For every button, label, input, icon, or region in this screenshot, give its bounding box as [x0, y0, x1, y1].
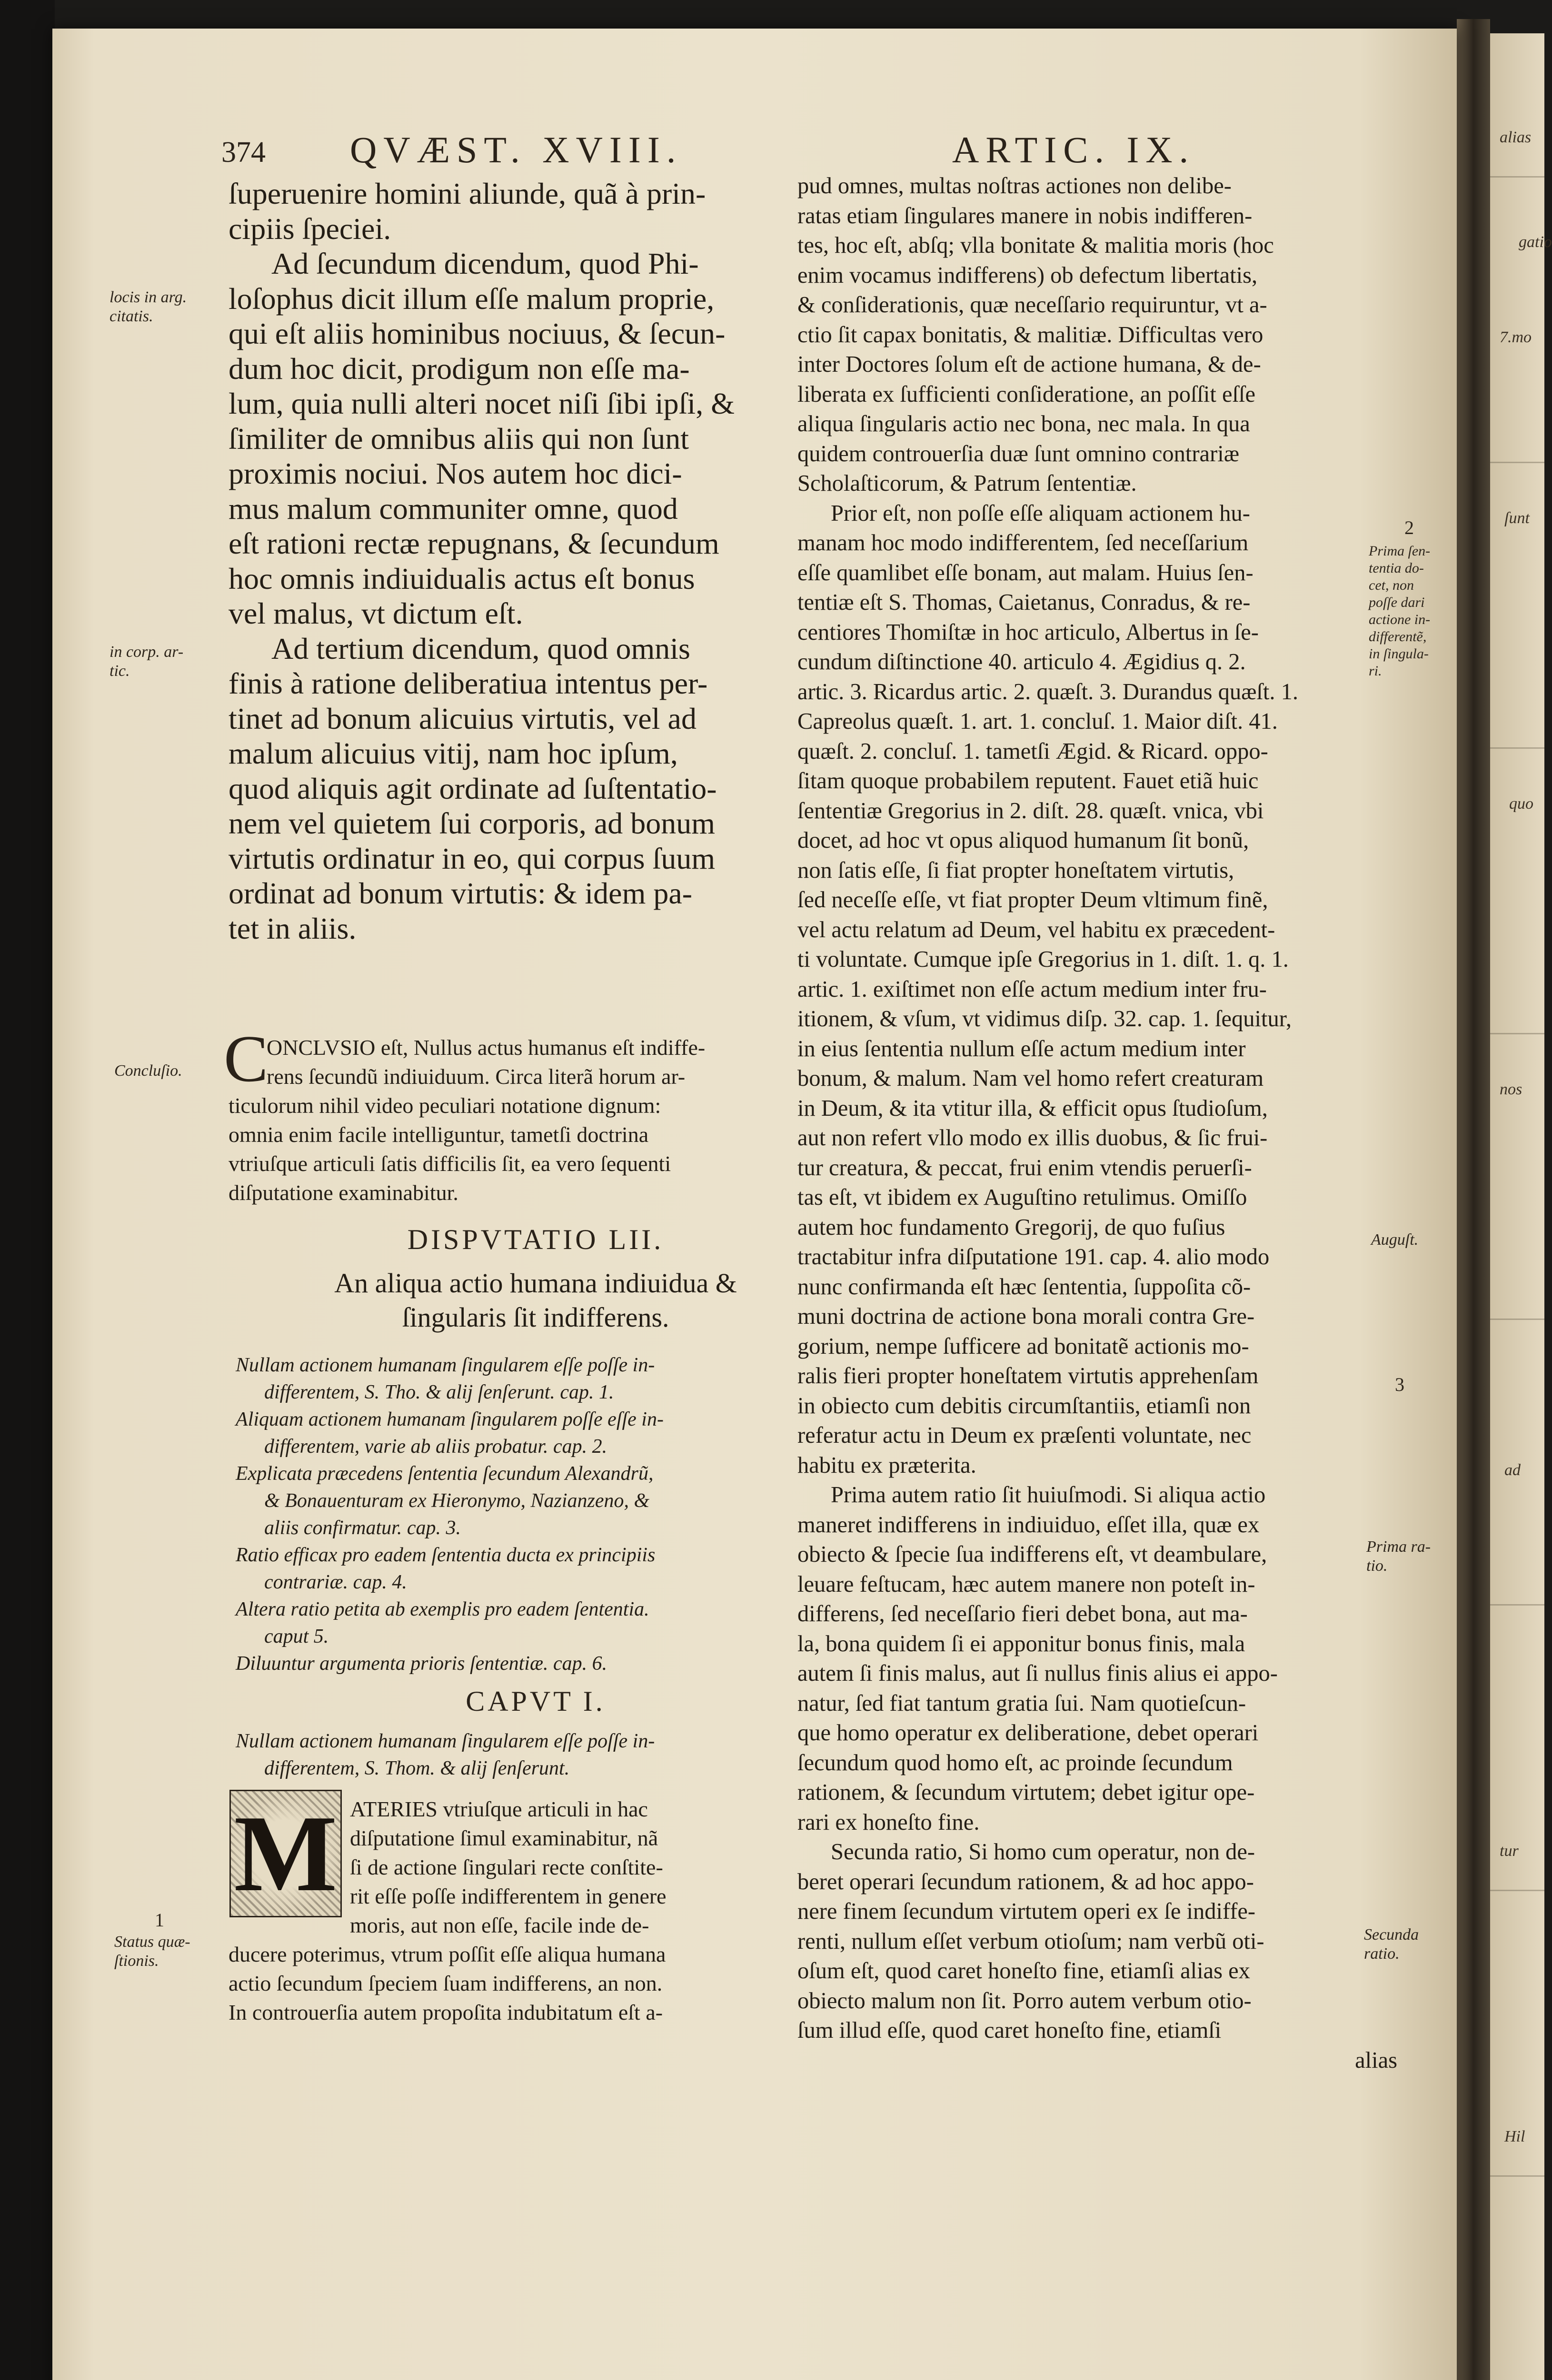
dropcap-paragraph-cont	[229, 1911, 843, 2027]
caput-subtitle	[236, 1728, 845, 1782]
text-line: moris, aut non eſſe, facile inde de-	[350, 1913, 649, 1937]
left-column	[229, 176, 843, 946]
text-line: rari ex honeſto fine.	[797, 1809, 980, 1835]
contents-line: contrariæ. cap. 4.	[264, 1571, 407, 1593]
text-line: aut non refert vllo modo ex illis duobus, & ſic frui-	[797, 1125, 1268, 1150]
disputatio-question	[229, 1266, 843, 1335]
paragraph	[797, 1837, 1416, 2075]
text-line: Secunda ratio, Si homo cum operatur, non de-	[831, 1839, 1255, 1864]
text-line: ticulorum nihil video peculiari notatione dignum:	[229, 1093, 661, 1118]
text-line: ordinat ad bonum virtutis: & idem pa-	[229, 876, 693, 910]
text-line: nere finem ſecundum virtutem operi ex ſe indiffe-	[797, 1899, 1256, 1924]
margin-note: in corp. ar- tic.	[109, 643, 184, 680]
text-line: in Deum, & ita vtitur illa, & efficit opus ſtudioſum,	[797, 1095, 1268, 1121]
book-gutter	[1457, 19, 1490, 2380]
text-line: aliqua ſingularis actio nec bona, nec mala. In qua	[797, 411, 1250, 436]
paragraph-cont	[229, 281, 843, 631]
disputatio-title: DISPVTATIO LII.	[407, 1224, 664, 1255]
text-line: ti voluntate. Cumque ipſe Gregorius in 1. diſt. 1. q. 1.	[797, 947, 1289, 972]
text-line: Nullam actionem humanam ſingularem eſſe poſſe in-	[236, 1730, 655, 1752]
text-line: dum hoc dicit, prodigum non eſſe ma-	[229, 351, 690, 386]
paragraph	[229, 176, 843, 246]
text-line: virtutis ordinatur in eo, qui corpus ſuum	[229, 841, 716, 875]
text-line: tinet ad bonum alicuius virtutis, vel ad	[229, 701, 696, 735]
text-line: & conſiderationis, quæ neceſſario requiruntur, vt a-	[797, 292, 1267, 317]
margin-note: Status quæ- ſtionis.	[114, 1933, 190, 1970]
text-line: ſuperuenire homini aliunde, quã à prin-	[229, 177, 706, 210]
text-line: pud omnes, multas noſtras actiones non delibe-	[797, 173, 1232, 198]
text-line: muni doctrina de actione bona morali contra Gre-	[797, 1304, 1255, 1329]
text-line: ſecundum quod homo eſt, ac proinde ſecundum	[797, 1750, 1233, 1775]
contents-line: & Bonauenturam ex Hieronymo, Nazianzeno, &	[264, 1490, 650, 1512]
text-line: ſingularis ſit indifferens.	[402, 1302, 669, 1333]
text-line: tes, hoc eſt, abſq; vlla bonitate & malitia moris (hoc	[797, 233, 1274, 258]
catchword: alias	[1355, 2047, 1397, 2073]
text-line: vel actu relatum ad Deum, vel habitu ex præcedent-	[797, 917, 1275, 942]
text-line: nunc confirmanda eſt hæc ſententia, ſuppoſita cõ-	[797, 1274, 1251, 1299]
paragraph	[797, 499, 1419, 1481]
text-line: obiecto & ſpecie ſua indifferens eſt, vt deambulare,	[797, 1542, 1267, 1567]
text-line: itionem, & vſum, vt vidimus diſp. 32. cap. 1. ſequitur,	[797, 1006, 1292, 1031]
text-line: autem hoc fundamento Gregorij, de quo fuſius	[797, 1214, 1225, 1240]
text-line: inter Doctores ſolum eſt de actione humana, & de-	[797, 352, 1261, 377]
margin-note: Prima ſen- tentia do- cet, non poſſe dari actione in- differentẽ, in ſingula- ri.	[1369, 543, 1431, 679]
contents-line: Ratio efficax pro eadem ſententia ducta ex principiis	[236, 1544, 656, 1566]
contents-line: differentem, S. Tho. & alij ſenſerunt. cap. 1.	[264, 1381, 614, 1403]
text-line: Ad ſecundum dicendum, quod Phi-	[271, 247, 699, 280]
conclusio-block-cont	[229, 1091, 843, 1207]
drop-cap-ornament	[229, 1790, 342, 1917]
text-line: enim vocamus indifferens) ob defectum libertatis,	[797, 262, 1258, 288]
paragraph	[229, 246, 843, 281]
text-line: beret operari ſecundum rationem, & ad hoc appo-	[797, 1869, 1254, 1894]
text-line: ſum illud eſſe, quod caret honeſto fine, etiamſi	[797, 2018, 1222, 2043]
drop-cap-letter: M	[231, 1791, 340, 1916]
contents-line: Diluuntur argumenta prioris ſententiæ. cap. 6.	[236, 1653, 607, 1675]
text-line: eſſe quamlibet eſſe bonam, aut malam. Huius ſen-	[797, 560, 1254, 585]
text-line: quidem controuerſia duæ ſunt omnino contrariæ	[797, 441, 1240, 466]
text-line: tentiæ eſt S. Thomas, Caietanus, Conradus, & re-	[797, 590, 1251, 615]
text-line: leuare feſtucam, hæc autem manere non poteſt in-	[797, 1571, 1255, 1597]
text-line: quæſt. 2. concluſ. 1. tametſi Ægid. & Ricard. oppo-	[797, 738, 1268, 764]
text-line: non ſatis eſſe, ſi fiat propter honeſtatem virtutis,	[797, 857, 1234, 883]
text-line: ONCLVSIO eſt, Nullus actus humanus eſt indiffe-	[267, 1035, 706, 1060]
margin-note: Prima ra- tio.	[1366, 1538, 1431, 1575]
paragraph	[229, 631, 843, 666]
text-line: nem vel quietem ſui corporis, ad bonum	[229, 806, 715, 840]
text-line: ducere poterimus, vtrum poſſit eſſe aliqua humana	[229, 1942, 666, 1966]
text-line: que homo operatur ex deliberatione, debet operari	[797, 1720, 1259, 1745]
text-line: differentem, S. Thom. & alij ſenſerunt.	[264, 1757, 570, 1779]
text-line: omnia enim facile intelliguntur, tametſi doctrina	[229, 1122, 649, 1147]
text-line: artic. 1. exiſtimet non eſſe actum medium inter fru-	[797, 976, 1267, 1002]
contents-line: aliis confirmatur. cap. 3.	[264, 1517, 461, 1539]
dropcap-paragraph	[350, 1795, 845, 1911]
text-line: malum alicuius vitij, nam hoc ipſum,	[229, 736, 678, 770]
text-line: manam hoc modo indifferentem, ſed neceſſarium	[797, 530, 1249, 555]
disputatio-contents	[236, 1352, 845, 1677]
text-line: gorium, nempe ſufficere ad bonitatẽ actionis mo-	[797, 1333, 1249, 1359]
contents-line: Aliquam actionem humanam ſingularem poſſe eſſe in-	[236, 1408, 664, 1430]
text-line: diſputatione examinabitur.	[229, 1180, 458, 1205]
text-line: actio ſecundum ſpeciem ſuam indifferens, an non.	[229, 1971, 663, 1995]
text-line: ſed neceſſe eſſe, vt fiat propter Deum vltimum finẽ,	[797, 887, 1268, 912]
text-line: eſt rationi rectæ repugnans, & ſecundum	[229, 526, 719, 560]
conclusio-initial: C	[224, 1022, 269, 1096]
paragraph	[797, 171, 1416, 499]
text-line: ratas etiam ſingulares manere in nobis indifferen-	[797, 203, 1253, 228]
text-line: ſimiliter de omnibus aliis qui non ſunt	[229, 421, 689, 456]
text-line: renti, nullum eſſet verbum otioſum; nam verbũ oti-	[797, 1928, 1264, 1954]
text-line: ctio ſit capax bonitatis, & malitiæ. Difficultas vero	[797, 322, 1263, 347]
text-line: tractabitur infra diſputatione 191. cap. 4. alio modo	[797, 1244, 1270, 1269]
text-line: referatur actu in Deum ex præſenti voluntate, nec	[797, 1423, 1252, 1448]
adjacent-page-edge: alias gatio 7.mo ſunt quo nos ad tur Hil	[1490, 33, 1544, 2380]
text-line: ATERIES vtriuſque articuli in hac	[350, 1797, 648, 1821]
contents-line: Explicata præcedens ſententia ſecundum Alexandrũ,	[236, 1463, 654, 1485]
text-line: Ad tertium dicendum, quod omnis	[271, 631, 690, 665]
text-line: quod aliquis agit ordinate ad ſuſtentatio-	[229, 771, 717, 805]
page-number: 374	[221, 136, 266, 169]
running-head-left: QVÆST. XVIII.	[350, 129, 683, 170]
text-line: Capreolus quæſt. 1. art. 1. concluſ. 1. Maior diſt. 41.	[797, 709, 1278, 734]
margin-note: Auguſt.	[1371, 1231, 1419, 1249]
text-line: Prior eſt, non poſſe eſſe aliquam actionem hu-	[831, 500, 1250, 526]
margin-number: 3	[1395, 1374, 1404, 1395]
text-line: natur, ſed fiat tantum gratia ſui. Nam quotieſcun-	[797, 1690, 1246, 1716]
text-line: in obiecto cum debitis circumſtantiis, etiamſi non	[797, 1393, 1251, 1418]
margin-note: Concluſio.	[114, 1062, 182, 1080]
right-column	[797, 171, 1419, 2075]
text-line: tas eſt, vt ibidem ex Auguſtino retulimus. Omiſſo	[797, 1185, 1247, 1210]
text-line: rens ſecundũ indiuiduum. Circa literã horum ar-	[267, 1064, 686, 1089]
text-line: tet in aliis.	[229, 911, 357, 945]
margin-number: 2	[1404, 517, 1414, 538]
text-line: rationem, & ſecundum virtutem; debet igitur ope-	[797, 1780, 1255, 1805]
text-line: obiecto malum non ſit. Porro autem verbum otio-	[797, 1988, 1252, 2013]
text-line: lum, quia nulli alteri nocet niſi ſibi ipſi, &	[229, 387, 735, 420]
text-line: oſum eſt, quod caret honeſto fine, etiamſi alias ex	[797, 1958, 1250, 1983]
text-line: tur creatura, & peccat, frui enim vtendis peruerſi-	[797, 1155, 1252, 1180]
text-line: differens, ſed neceſſario fieri debet bona, aut ma-	[797, 1601, 1248, 1626]
margin-note: Secunda ratio.	[1364, 1926, 1419, 1963]
text-line: vtriuſque articuli ſatis difficilis ſit, ea vero ſequenti	[229, 1151, 671, 1176]
caput-title: CAPVT I.	[466, 1686, 606, 1717]
text-line: artic. 3. Ricardus artic. 2. quæſt. 3. Durandus quæſt. 1.	[797, 679, 1299, 704]
text-line: In controuerſia autem propoſita indubitatum eſt a-	[229, 2000, 663, 2024]
text-line: docet, ad hoc vt opus aliquod humanum ſit bonũ,	[797, 828, 1249, 853]
conclusio-block	[267, 1033, 843, 1091]
contents-line: differentem, varie ab aliis probatur. cap. 2.	[264, 1436, 607, 1458]
text-line: la, bona quidem ſi ei apponitur bonus finis, mala	[797, 1631, 1245, 1656]
text-line: mus malum communiter omne, quod	[229, 491, 678, 526]
margin-note: locis in arg. citatis.	[109, 288, 187, 325]
text-line: loſophus dicit illum eſſe malum proprie,	[229, 281, 715, 316]
text-line: qui eſt aliis hominibus nociuus, & ſecun-	[229, 317, 726, 350]
contents-line: Nullam actionem humanam ſingularem eſſe poſſe in-	[236, 1354, 655, 1376]
text-line: proximis nociui. Nos autem hoc dici-	[229, 456, 682, 490]
text-line: ſententiæ Gregorius in 2. diſt. 28. quæſt. vnica, vbi	[797, 798, 1264, 823]
text-line: hoc omnis indiuidualis actus eſt bonus	[229, 561, 695, 595]
text-line: liberata ex ſufficienti conſideratione, an poſſit eſſe	[797, 381, 1255, 407]
running-head-right: ARTIC. IX.	[952, 129, 1195, 170]
text-line: An aliqua actio humana indiuidua &	[334, 1268, 737, 1299]
paragraph-cont	[229, 666, 843, 946]
contents-line: Altera ratio petita ab exemplis pro eadem ſententia.	[236, 1598, 649, 1620]
paragraph	[797, 1480, 1416, 1837]
text-line: diſputatione ſimul examinabitur, nã	[350, 1826, 658, 1850]
text-line: ralis fieri propter honeſtatem virtutis apprehenſam	[797, 1363, 1259, 1388]
text-line: cundum diſtinctione 40. articulo 4. Ægidius q. 2.	[797, 649, 1246, 674]
text-line: autem ſi finis malus, aut ſi nullus finis alius ei appo-	[797, 1661, 1278, 1686]
text-line: centiores Thomiſtæ in hoc articulo, Albertus in ſe-	[797, 619, 1259, 645]
photo-background-left	[0, 0, 55, 2380]
text-line: Prima autem ratio ſit huiuſmodi. Si aliqua actio	[831, 1482, 1266, 1507]
text-line: ſi de actione ſingulari recte conſtite-	[350, 1855, 663, 1879]
text-line: habitu ex præterita.	[797, 1452, 976, 1478]
text-line: bonum, & malum. Nam vel homo refert creaturam	[797, 1066, 1264, 1091]
text-line: vel malus, vt dictum eſt.	[229, 596, 523, 630]
book-page	[52, 29, 1457, 2380]
text-line: cipiis ſpeciei.	[229, 211, 391, 246]
margin-number: 1	[155, 1909, 164, 1931]
text-line: finis à ratione deliberatiua intentus per-	[229, 666, 708, 700]
text-line: rit eſſe poſſe indifferentem in genere	[350, 1884, 667, 1908]
text-line: maneret indifferens in indiuiduo, eſſet illa, quæ ex	[797, 1512, 1260, 1537]
text-line: Scholaſticorum, & Patrum ſententiæ.	[797, 471, 1137, 496]
text-line: in eius ſententia nullum eſſe actum medium inter	[797, 1036, 1246, 1061]
contents-line: caput 5.	[264, 1626, 329, 1647]
text-line: ſitam quoque probabilem reputent. Fauet etiã huic	[797, 768, 1259, 793]
